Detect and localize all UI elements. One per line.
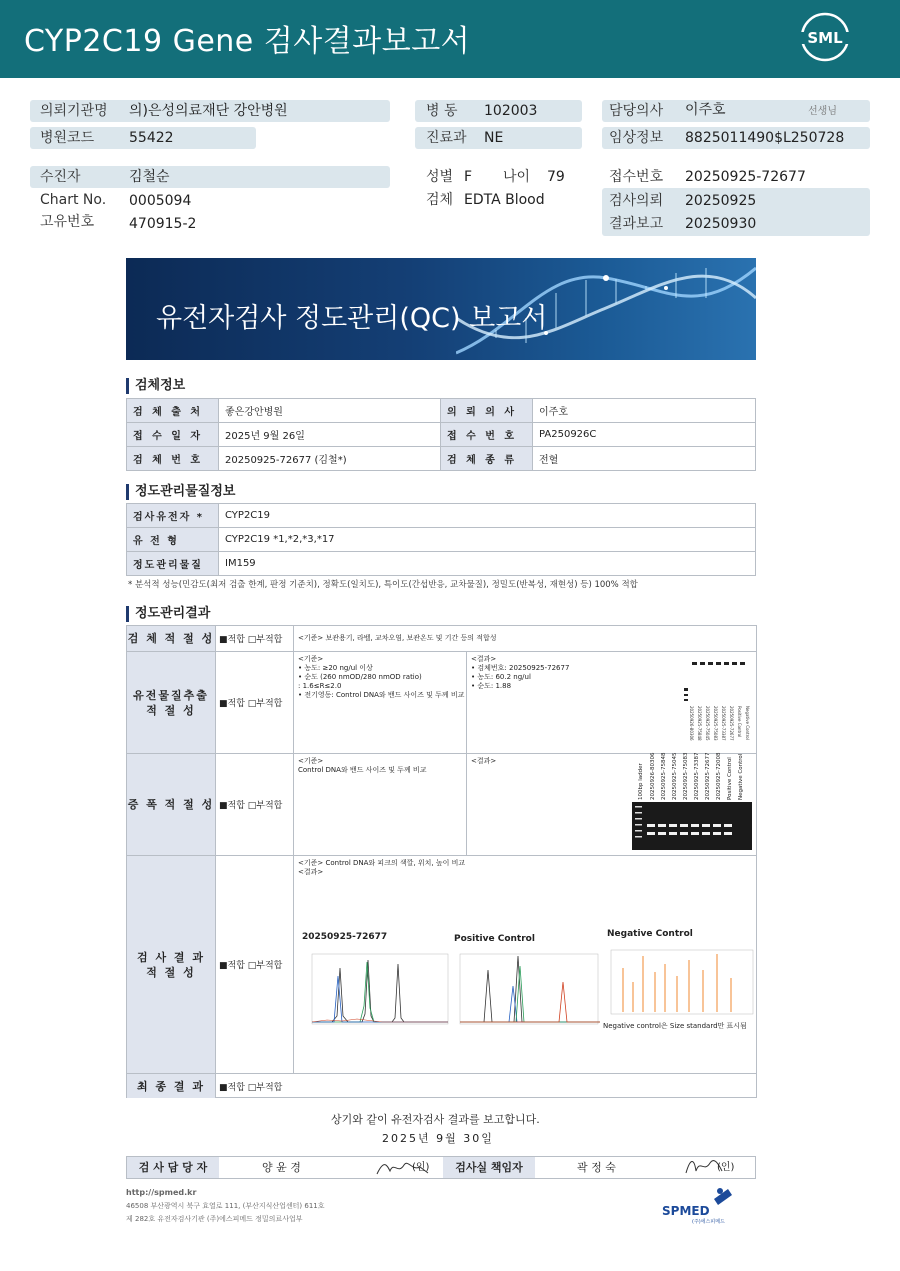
receipt-date-value: 2025년 9월 26일 bbox=[219, 423, 441, 447]
negative-control-note: Negative control은 Size standard만 표시됨 bbox=[603, 1022, 747, 1030]
receipt-value: 20250925-72677 bbox=[685, 169, 806, 185]
referring-doctor-value: 이주호 bbox=[533, 399, 756, 423]
extraction-gel-image bbox=[676, 656, 754, 748]
svg-text:(주)에스피메드: (주)에스피메드 bbox=[692, 1219, 725, 1225]
specimen-info-table bbox=[126, 398, 756, 471]
performance-note: * 분석적 성능(민감도(최저 검출 한계, 판정 기준치), 정확도(일치도), 특이도(간섭반응, 교차물질), 정밀도(반복성, 재현성) 등) 100% 적합 bbox=[128, 580, 638, 590]
test-gene-value: CYP2C19 bbox=[219, 504, 756, 528]
request-label: 검사의뢰 bbox=[609, 193, 664, 209]
tech-seal: (인) bbox=[412, 1162, 430, 1173]
specimen-source-label: 검 체 출 처 bbox=[127, 399, 219, 423]
svg-text:20250925-72677: 20250925-72677 bbox=[729, 706, 734, 741]
request-value: 20250925 bbox=[685, 193, 757, 209]
amplification-adequacy-judgement: ■적합 □부적합 bbox=[215, 754, 293, 856]
company-address: 46508 부산광역시 북구 효열로 111, (부산지식산업센터) 611호 bbox=[126, 1202, 325, 1210]
negative-electropherogram-title: Negative Control bbox=[607, 929, 693, 939]
receipt-number-value: PA250926C bbox=[533, 423, 756, 447]
svg-text:20250925-73387: 20250925-73387 bbox=[721, 706, 726, 741]
svg-text:Positive Control: Positive Control bbox=[737, 706, 742, 738]
qc-material-heading: 정도관리물질정보 bbox=[126, 484, 235, 500]
svg-text:SML: SML bbox=[807, 29, 843, 47]
clinical-value: 8825011490$L250728 bbox=[685, 130, 845, 146]
final-result-label: 최 종 결 과 bbox=[127, 1074, 215, 1098]
sex-value: F bbox=[464, 169, 473, 185]
specimen-label: 검체 bbox=[426, 192, 454, 208]
final-result-judgement: ■적합 □부적합 bbox=[215, 1074, 293, 1098]
ward-label: 병 동 bbox=[426, 103, 458, 119]
amplification-adequacy-label: 증 폭 적 절 성 bbox=[127, 754, 215, 856]
spmed-logo bbox=[662, 1185, 757, 1225]
test-result-adequacy-judgement: ■적합 □부적합 bbox=[215, 856, 293, 1074]
qc-material-value: IM159 bbox=[219, 552, 756, 576]
dept-label: 진료과 bbox=[426, 130, 467, 146]
doctor-suffix: 선생님 bbox=[808, 106, 837, 117]
id-label: 고유번호 bbox=[40, 214, 95, 230]
specimen-type-label: 검 체 종 류 bbox=[441, 447, 533, 471]
report-title: CYP2C19 Gene 검사결과보고서 bbox=[24, 24, 471, 59]
extraction-result: <결과> • 검체번호: 20250925-72677 • 농도: 60.2 ng/ul • 순도: 1.88 bbox=[466, 652, 757, 754]
receipt-date-label: 접 수 일 자 bbox=[127, 423, 219, 447]
svg-text:SPMED: SPMED bbox=[662, 1204, 710, 1218]
institution-label: 의뢰기관명 bbox=[40, 103, 108, 119]
svg-text:20250925-75083: 20250925-75083 bbox=[713, 706, 718, 741]
receipt-number-label: 접 수 번 호 bbox=[441, 423, 533, 447]
extraction-adequacy-judgement: ■적합 □부적합 bbox=[215, 652, 293, 754]
extraction-adequacy-label: 유전물질추출 적 절 성 bbox=[127, 652, 215, 754]
director-name: 곽 정 숙 bbox=[577, 1161, 616, 1174]
doctor-value: 이주호 bbox=[685, 102, 726, 118]
receipt-label: 접수번호 bbox=[609, 169, 664, 185]
signature-table bbox=[126, 1156, 756, 1179]
sample-electropherogram-title: 20250925-72677 bbox=[302, 932, 388, 942]
amplification-result: <결과> bbox=[466, 754, 757, 856]
report-label: 결과보고 bbox=[609, 216, 664, 232]
table-row bbox=[127, 504, 756, 528]
hospital-code-label: 병원코드 bbox=[40, 130, 95, 146]
specimen-adequacy-label: 검 체 적 절 성 bbox=[127, 626, 215, 652]
qc-material-label: 정도관리물질 bbox=[127, 552, 219, 576]
positive-electropherogram-title: Positive Control bbox=[454, 934, 535, 944]
specimen-number-value: 20250925-72677 (김철*) bbox=[219, 447, 441, 471]
chart-value: 0005094 bbox=[129, 193, 192, 209]
specimen-source-value: 좋은강안병원 bbox=[219, 399, 441, 423]
qc-result-heading: 정도관리결과 bbox=[126, 606, 210, 622]
amplification-criteria: <기준> Control DNA와 밴드 사이즈 및 두께 비교 bbox=[293, 754, 466, 856]
table-row bbox=[127, 423, 756, 447]
qc-result-table bbox=[126, 625, 757, 1098]
specimen-type-value: 전혈 bbox=[533, 447, 756, 471]
tech-label: 검 사 담 당 자 bbox=[127, 1157, 219, 1178]
specimen-adequacy-judgement: ■적합 □부적합 bbox=[215, 626, 293, 652]
sex-label: 성별 bbox=[426, 169, 454, 185]
test-gene-label: 검사유전자 * bbox=[127, 504, 219, 528]
report-value: 20250930 bbox=[685, 216, 757, 232]
id-value: 470915-2 bbox=[129, 216, 197, 232]
svg-text:20250925-75848: 20250925-75848 bbox=[697, 706, 702, 741]
age-label: 나이 bbox=[503, 169, 531, 185]
tech-name: 양 윤 경 bbox=[262, 1161, 301, 1174]
header-bar bbox=[0, 0, 900, 78]
dept-value: NE bbox=[484, 130, 504, 146]
svg-text:20250925-75045: 20250925-75045 bbox=[705, 706, 710, 741]
test-result-adequacy-label: 검 사 결 과 적 절 성 bbox=[127, 856, 215, 1074]
gel-lane-labels: 100bp ladder 20250926-80306 20250925-75848 20250925-75045 20250925-75083 20250925-73387 20250925-72677 20250925-72008 Positive Control Negative Control bbox=[638, 752, 744, 800]
table-row bbox=[127, 552, 756, 576]
specimen-info-heading: 검체정보 bbox=[126, 378, 185, 394]
qc-material-table bbox=[126, 503, 756, 576]
sample-electropherogram bbox=[302, 946, 450, 1026]
company-license: 제 282호 유전자검사기관 (주)에스피메드 정밀의료사업부 bbox=[126, 1215, 303, 1223]
sml-logo bbox=[800, 12, 850, 62]
genotype-value: CYP2C19 *1,*2,*3,*17 bbox=[219, 528, 756, 552]
report-statement: 상기와 같이 유전자검사 결과를 보고합니다. bbox=[331, 1113, 540, 1126]
negative-electropherogram bbox=[607, 942, 755, 1022]
chart-label: Chart No. bbox=[40, 192, 107, 208]
table-row bbox=[127, 447, 756, 471]
banner-title: 유전자검사 정도관리(QC) 보고서 bbox=[156, 303, 548, 334]
amplification-gel-image bbox=[632, 752, 752, 850]
hospital-code-value: 55422 bbox=[129, 130, 174, 146]
specimen-number-label: 검 체 번 호 bbox=[127, 447, 219, 471]
referring-doctor-label: 의 뢰 의 사 bbox=[441, 399, 533, 423]
test-result-criteria: <기준> Control DNA와 피크의 색깔, 위치, 높이 비교 <결과> bbox=[293, 856, 757, 1074]
svg-text:Negative Control: Negative Control bbox=[745, 706, 750, 740]
table-row bbox=[127, 399, 756, 423]
name-row bbox=[30, 166, 390, 188]
genotype-label: 유 전 형 bbox=[127, 528, 219, 552]
positive-electropherogram bbox=[454, 946, 602, 1026]
company-url[interactable]: http://spmed.kr bbox=[126, 1188, 197, 1197]
ward-value: 102003 bbox=[484, 103, 538, 119]
director-seal: (인) bbox=[717, 1162, 735, 1173]
clinical-label: 임상정보 bbox=[609, 130, 664, 146]
extraction-criteria: <기준> • 농도: ≥20 ng/ul 이상 • 순도 (260 nmOD/280 nmOD ratio) : 1.6≤R≤2.0 • 전기영동: Control DNA와 밴드 사이즈 및 두께 비교 bbox=[293, 652, 466, 754]
name-label: 수진자 bbox=[40, 169, 81, 185]
qc-banner bbox=[126, 258, 756, 360]
age-value: 79 bbox=[547, 169, 565, 185]
gel-bands bbox=[632, 802, 752, 850]
svg-text:20250926-80306: 20250926-80306 bbox=[689, 706, 694, 741]
doctor-label: 담당의사 bbox=[609, 103, 664, 119]
table-row bbox=[127, 528, 756, 552]
director-label: 검사실 책임자 bbox=[443, 1157, 535, 1178]
report-date: 2025년 9월 30일 bbox=[382, 1132, 494, 1145]
specimen-adequacy-criteria: <기준> 보관용기, 라벨, 교차오염, 보관온도 및 기간 등의 적합성 bbox=[293, 626, 757, 652]
institution-value: 의)은성의료재단 강안병원 bbox=[129, 103, 288, 119]
specimen-value: EDTA Blood bbox=[464, 192, 545, 208]
name-value: 김철순 bbox=[129, 169, 170, 185]
